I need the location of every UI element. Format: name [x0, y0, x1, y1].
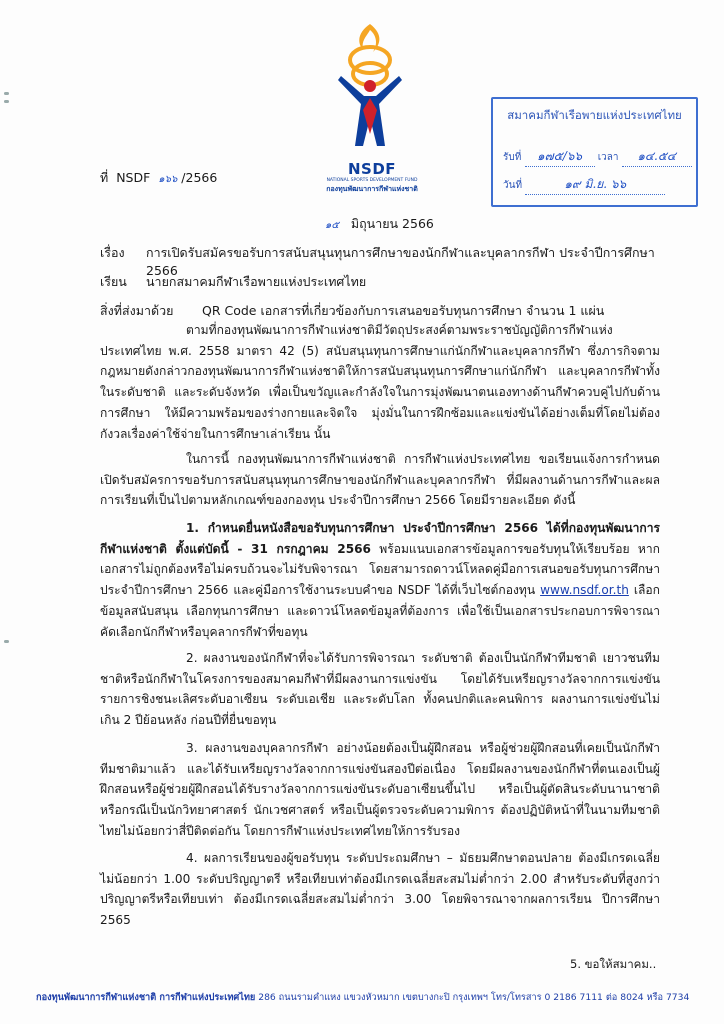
stamp-received-label: รับที่: [503, 152, 522, 163]
logo-thai-name: กองทุนพัฒนาการกีฬาแห่งชาติ: [326, 185, 418, 193]
scan-mark: [4, 92, 9, 95]
date-day-handwritten: ๑๕: [325, 220, 339, 231]
logo-subtitle: NATIONAL SPORTS DEVELOPMENT FUND: [326, 178, 418, 183]
date-month-year: มิถุนายน 2566: [350, 216, 434, 231]
paragraph-announcement: ในการนี้ กองทุนพัฒนาการกีฬาแห่งชาติ การกีฬาแห่งประเทศไทย ขอเรียนแจ้งการกำหนดเปิดรับสมัครการขอรับการสนับสนุนทุนการศึกษาของนักกีฬาและบุคลากรกีฬา ที่มีผลงานด้านการกีฬาและผลการเรียนที่เป็นไปตามหลักเกณฑ์ของกองทุน ประจำปีการศึกษา 2566 โดยมีรายละเอียด ดังนี้: [100, 452, 660, 508]
item-2: 2. ผลงานของนักกีฬาที่จะได้รับการพิจารณา ระดับชาติ ต้องเป็นนักกีฬาทีมชาติ เยาวชนทีมชาติหรือนักกีฬาในโครงการของสมาคมกีฬาที่มีผลงานการแข่งขัน โดยได้รับเหรียญรางวัลจากการแข่งขันรายการชิงชนะเลิศระดับอาเซียน ระดับเอเชีย และระดับโลก ทั้งคนปกติและคนพิการ ผลงานการแข่งขันไม่เกิน 2 ปีย้อนหลัง ก่อนปีที่ยื่นขอทุน: [100, 651, 660, 728]
to-text: นายกสมาคมกีฬาเรือพายแห่งประเทศไทย: [146, 274, 367, 289]
received-stamp: [491, 97, 698, 207]
item-4: 4. ผลการเรียนของผู้ขอรับทุน ระดับประถมศึกษา – มัธยมศึกษาตอนปลาย ต้องมีเกรดเฉลี่ยไม่น้อยกว่า 1.00 ระดับปริญญาตรี หรือเทียบเท่าต้องมีเกรดเฉลี่ยสะสมไม่ต่ำกว่า 2.00 สำหรับระดับที่สูงกว่าปริญญาตรีหรือเทียบเท่า ต้องมีเกรดเฉลี่ยสะสมไม่ต่ำกว่า 3.00 โดยพิจารณาจากผลการเรียน ปีการศึกษา 2565: [100, 851, 660, 928]
item-1: [100, 518, 660, 642]
stamp-time-value: ๑๔.๕๔: [622, 147, 692, 167]
logo-name: NSDF: [347, 160, 397, 178]
scan-mark: [4, 100, 9, 103]
item-1-tail: เลือกข้อมูลสนับสนุน เลือกทุนการศึกษา และดาวน์โหลดข้อมูลที่ต้องการ เพื่อใช้เป็นเอกสารประกอบการพิจารณาคัดเลือกนักกีฬาหรือบุคลากรกีฬาที่ขอทุน: [100, 583, 660, 639]
stamp-date-row: [503, 175, 665, 195]
stamp-received-value: ๑๗๕/๖๖: [525, 147, 595, 167]
stamp-received-row: [503, 147, 692, 167]
item-1-text: พร้อมแนบเอกสารข้อมูลการขอรับทุนให้เรียบร้อย หากเอกสารไม่ถูกต้องหรือไม่ครบถ้วนจะไม่รับพิจารณา โดยสามารถดาวน์โหลดคู่มือการเสนอขอรับทุนการศึกษา ประจำปีการศึกษา 2566 และคู่มือการใช้งานระบบคำขอ NSDF ได้ที่เว็บไซต์กองทุน: [100, 541, 660, 598]
to-label: เรียน: [100, 274, 127, 289]
footer-org: กองทุนพัฒนาการกีฬาแห่งชาติ การกีฬาแห่งประเทศไทย: [36, 992, 256, 1003]
item-3: 3. ผลงานของบุคลากรกีฬา อย่างน้อยต้องเป็นผู้ฝึกสอน หรือผู้ช่วยผู้ฝึกสอนที่เคยเป็นนักกีฬาทีมชาติมาแล้ว และได้รับเหรียญรางวัลจากการแข่งขันสองปีต่อเนื่อง โดยมีผลงานของนักกีฬาที่ตนเองเป็นผู้ฝึกสอนหรือผู้ช่วยผู้ฝึกสอนได้รับรางวัลจากการแข่งขันระดับอาเซียนขึ้นไป หรือเป็นผู้ตัดสินระดับนานาชาติ หรือกรณีเป็นนักวิทยาศาสตร์ นักเวชศาสตร์ หรือเป็นผู้ตรวจระดับความพิการ ต้องปฏิบัติหน้าที่ในนามทีมชาติไทยไม่น้อยกว่าสี่ปีติดต่อกัน โดยการกีฬาแห่งประเทศไทยให้การรับรอง: [100, 741, 660, 838]
page-footer: [36, 990, 696, 1005]
enclosure-text: QR Code เอกสารที่เกี่ยวข้องกับการเสนอขอรับทุนการศึกษา จำนวน 1 แผ่น: [202, 303, 605, 318]
item-1-deadline: 1. กำหนดยื่นหนังสือขอรับทุนการศึกษา ประจำปีการศึกษา 2566 ได้ที่กองทุนพัฒนาการกีฬาแห่งชาติ ตั้งแต่บัดนี้ - 31 กรกฎาคม 2566: [100, 521, 660, 556]
nsdf-logo-icon: [333, 22, 407, 154]
enclosure-label: สิ่งที่ส่งมาด้วย: [100, 303, 174, 318]
footer-address: 286 ถนนรามคำแหง แขวงหัวหมาก เขตบางกะปิ กรุงเทพฯ โทร/โทรสาร 0 2186 7111 ต่อ 8024 หรือ 7734: [255, 992, 690, 1003]
ref-suffix: /2566: [181, 170, 218, 185]
reference-number: [100, 168, 217, 188]
paragraph-intro: ตามที่กองทุนพัฒนาการกีฬาแห่งชาติมีวัตถุประสงค์ตามพระราชบัญญัติการกีฬาแห่งประเทศไทย พ.ศ. 2558 มาตรา 42 (5) สนับสนุนทุนการศึกษาแก่นักกีฬาและบุคลากรกีฬา ซึ่งภารกิจตามกฎหมายดังกล่าวกองทุนพัฒนาการกีฬาแห่งชาติให้การสนับสนุนทุนการศึกษาแก่นักกีฬา และบุคลากรกีฬาทั้งในระดับชาติ และระดับจังหวัด เพื่อเป็นขวัญและกำลังใจในการมุ่งพัฒนาตนเองทางด้านกีฬาควบคู่ไปกับด้านการศึกษา ให้มีความพร้อมของร่างกายและจิตใจ มุ่งมั่นในการฝึกซ้อมและแข่งขันได้อย่างเต็มที่โดยไม่ต้องกังวลเรื่องค่าใช้จ่ายในการศึกษาเล่าเรียน นั้น: [100, 323, 660, 441]
continued-marker: 5. ขอให้สมาคม..: [570, 957, 657, 971]
stamp-date-label: วันที่: [503, 180, 523, 191]
website-link[interactable]: www.nsdf.or.th: [540, 583, 629, 598]
logo-caption: [312, 160, 432, 195]
stamp-title: สมาคมกีฬาเรือพายแห่งประเทศไทย: [507, 108, 682, 122]
letter-date: [325, 214, 434, 234]
subject-label: เรื่อง: [100, 245, 125, 260]
ref-prefix: NSDF: [116, 170, 151, 185]
stamp-date-value: ๑๙ มิ.ย. ๖๖: [525, 175, 665, 195]
subject-text: การเปิดรับสมัครขอรับการสนับสนุนทุนการศึกษาของนักกีฬาและบุคลากรกีฬา ประจำปีการศึกษา 2566: [146, 245, 655, 278]
scan-mark: [4, 640, 9, 643]
ref-handwritten: ๑๖๖: [158, 174, 178, 185]
ref-label: ที่: [100, 170, 109, 185]
stamp-time-label: เวลา: [597, 152, 619, 163]
